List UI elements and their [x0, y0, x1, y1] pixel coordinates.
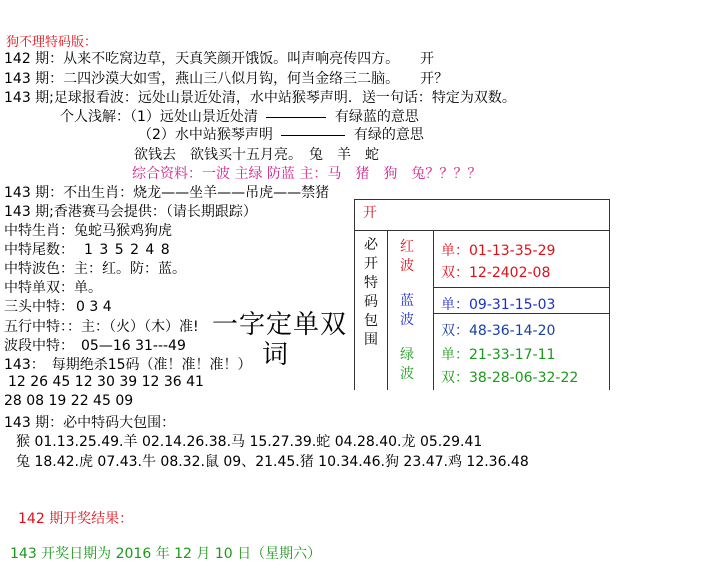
fifteen-title: 143： 每期绝杀15码（准！准！准！） — [4, 357, 252, 373]
head-line: 三头中特： 0 3 4 — [4, 299, 112, 315]
line-143-football: 143 期;足球报看波：远处山景近处清，水中站猴琴声明．送一句话：特定为双数。 — [4, 90, 516, 106]
big-slogan-line-2: 词 — [262, 340, 290, 370]
big-slogan-line-1: 一字定单双 — [212, 310, 348, 340]
box-head: 开 — [363, 205, 377, 221]
zodiac-line: 中特生肖：兔蛇马猴鸡狗虎 — [4, 223, 172, 239]
line-143-riddle: 143 期：二四沙漠大如雪，燕山三八似月钩，何当金络三二脑。 开？ — [4, 71, 449, 87]
blue-wave-label: 蓝波 — [400, 293, 414, 328]
fifteen-row-1: 12 26 45 12 30 39 12 36 41 — [8, 374, 204, 390]
element-line: 五行中特：：主：（火）（木）准! — [4, 319, 199, 335]
analysis-line-1: 个人浅解：（1）远处山景近处清 有绿蓝的意思 — [60, 109, 419, 125]
green-double-row: 双：38-28-06-32-22 — [441, 370, 579, 386]
wave-line: 中特波色：主：红。防：蓝。 — [4, 261, 186, 277]
hk-title: 143 期;香港赛马会提供：（请长期跟踪） — [4, 204, 257, 220]
fifteen-row-2: 28 08 19 22 45 09 — [4, 393, 134, 409]
result-title: 142 期开奖结果： — [18, 511, 134, 527]
green-single-row: 单：21-33-17-11 — [441, 347, 556, 363]
segment-line: 波段中特： 05—16 31---49 — [4, 338, 186, 354]
combined-info: 综合资料：一波 主绿 防蓝 主：马 猪 狗 兔？？？？ — [132, 166, 482, 182]
blue-double-row: 双：48-36-14-20 — [441, 323, 556, 339]
green-wave-label: 绿波 — [400, 347, 414, 382]
line-142-riddle: 142 期：从来不吃窝边草，天真笑颜开饿饭。叫声响亮传四方。 开 — [4, 51, 435, 67]
red-wave-label: 红波 — [400, 239, 414, 274]
must-title: 143 期：必中特码大包围： — [4, 415, 176, 431]
box-vertical-label: 必开特码包围 — [364, 237, 378, 348]
blue-single-row: 单：09-31-15-03 — [441, 297, 556, 313]
red-double-row: 双：12-2402-08 — [441, 265, 551, 281]
single-double-line: 中特单双：单。 — [4, 280, 102, 296]
must-open-box — [354, 199, 610, 390]
must-row-1: 猴 01.13.25.49.羊 02.14.26.38.马 15.27.39.蛇 04.28.40.龙 05.29.41 — [16, 434, 483, 450]
page-header: 狗不理特码版： — [6, 35, 98, 50]
tail-line: 中特尾数： 1 3 5 2 4 8 — [4, 242, 171, 258]
must-row-2: 兔 18.42.虎 07.43.牛 08.32.鼠 09、21.45.猪 10.34.46.狗 23.47.鸡 12.36.48 — [16, 454, 529, 470]
not-born-line: 143 期：不出生肖：烧龙——坐羊——吊虎——禁猪 — [4, 185, 330, 201]
red-single-row: 单：01-13-35-29 — [441, 243, 556, 259]
analysis-line-2: （2）水中站猴琴声明 有绿的意思 — [138, 127, 424, 143]
next-draw-date: 143 开奖日期为 2016 年 12 月 10 日（星期六） — [10, 546, 322, 562]
want-money-line: 欲钱去 欲钱买十五月亮。 兔 羊 蛇 — [134, 147, 379, 163]
